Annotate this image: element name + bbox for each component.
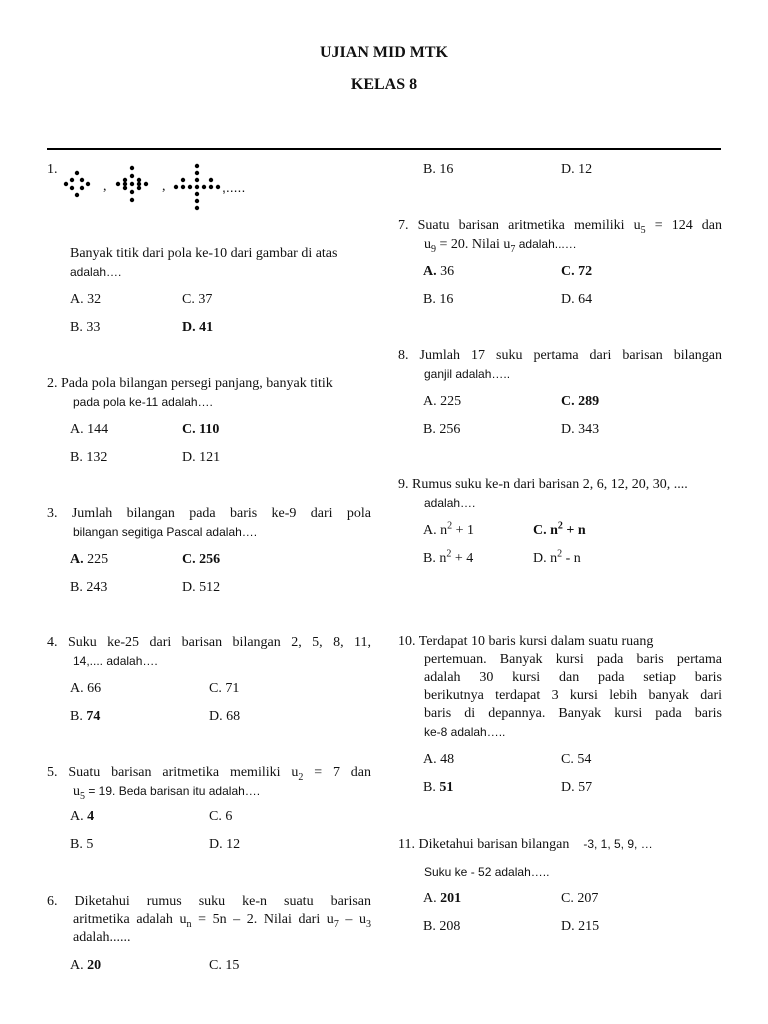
option-a-answer: A. 225: [70, 552, 109, 567]
option-b: B. 16: [423, 292, 454, 307]
option-b: B. 33: [70, 320, 101, 335]
question-text-cont: pada pola ke-11 adalah….: [73, 395, 213, 409]
question-text-cont: $u_9 = 20$. Nilai $u_7$ adalah...…: [424, 237, 577, 255]
option-d: D. 512: [182, 580, 221, 595]
question-text-cont: Suku ke - 52 adalah…..: [424, 865, 550, 879]
option-d: D. $n^2$ - n: [533, 548, 581, 566]
option-b: B. 132: [70, 450, 108, 465]
option-c: C. 71: [209, 681, 240, 696]
question-text-cont: adalah 30 kursi dan pada setiap baris: [424, 670, 722, 685]
option-c-answer: C. 72: [561, 264, 593, 279]
option-c: C. 15: [209, 958, 240, 973]
option-a: A. 225: [423, 394, 462, 409]
question-text: 6. Diketahui rumus suku ke-n suatu barisan: [47, 894, 371, 909]
option-d-answer: D. 41: [182, 320, 214, 335]
option-d: D. 57: [561, 780, 593, 795]
option-a-answer: A. 36: [423, 264, 455, 279]
option-b: B. 243: [70, 580, 108, 595]
option-a: A. 144: [70, 422, 109, 437]
option-c-answer: C. 110: [182, 422, 220, 437]
option-d: D. 68: [209, 709, 241, 724]
option-c-answer: C. $n^2 + n$: [533, 520, 586, 538]
question-text: 4. Suku ke-25 dari barisan bilangan 2, 5, 8, 11,: [47, 635, 371, 650]
option-c: C. 54: [561, 752, 592, 767]
option-b: B. 16: [423, 162, 454, 177]
option-c-answer: C. 289: [561, 394, 600, 409]
option-a: A. 48: [423, 752, 455, 767]
option-a: A. $n^2 + 1$: [423, 520, 475, 538]
question-text: 2. Pada pola bilangan persegi panjang, banyak titik: [47, 376, 333, 391]
option-d: D. 64: [561, 292, 593, 307]
question-text: 7. Suatu barisan aritmetika memiliki $u_5 = 124$ dan: [398, 218, 723, 236]
option-a: A. 66: [70, 681, 102, 696]
question-text-cont: ganjil adalah…..: [424, 367, 511, 381]
question-text-cont: baris di depannya. Banyak kursi pada baris: [424, 706, 722, 721]
option-b: B. 208: [423, 919, 461, 934]
option-c: C. 6: [209, 809, 233, 824]
dot-pattern-1: [64, 171, 90, 197]
option-b: B. $n^2 + 4$: [423, 548, 474, 566]
option-c: C. 207: [561, 891, 599, 906]
option-b: B. 256: [423, 422, 461, 437]
option-d: D. 12: [561, 162, 593, 177]
option-a-answer: A. 20: [70, 958, 102, 973]
question-text-cont: 14,.... adalah….: [73, 654, 158, 668]
question-text-cont: aritmetika adalah $u_n = 5n - 2$. Nilai dari $u_7 - u_3$: [73, 912, 372, 930]
question-text: 11. Diketahui barisan bilangan -3, 1, 5, 9, …: [398, 837, 653, 852]
option-d: D. 215: [561, 919, 600, 934]
option-d: D. 343: [561, 422, 600, 437]
option-c: C. 37: [182, 292, 213, 307]
header-divider: [47, 148, 721, 150]
page-title: UJIAN MID MTK: [320, 44, 448, 61]
page-subtitle: KELAS 8: [350, 76, 418, 93]
question-text-cont: adalah......: [73, 930, 131, 945]
pattern-separator: ,: [103, 179, 107, 194]
question-text-cont: pertemuan. Banyak kursi pada baris pertama: [424, 652, 722, 667]
option-d: D. 12: [209, 837, 241, 852]
option-b-answer: B. 51: [423, 780, 454, 795]
question-text: 8. Jumlah 17 suku pertama dari barisan bilangan: [398, 348, 722, 363]
dot-pattern-2: [116, 166, 148, 202]
dot-pattern-3: [174, 164, 220, 210]
pattern-ellipsis: ,.....: [222, 179, 246, 195]
option-a: A. 32: [70, 292, 102, 307]
pattern-separator: ,: [162, 179, 166, 194]
option-b: B. 5: [70, 837, 94, 852]
question-text-cont: adalah….: [424, 496, 476, 510]
option-c-answer: C. 256: [182, 552, 221, 567]
option-b-answer: B. 74: [70, 709, 101, 724]
question-text-cont: adalah….: [70, 265, 122, 279]
question-text-cont: $u_5 = 19$. Beda barisan itu adalah….: [73, 784, 261, 802]
question-text-cont: berikutnya terdapat 3 kursi lebih banyak dari: [424, 688, 722, 703]
option-d: D. 121: [182, 450, 221, 465]
question-text: 9. Rumus suku ke-n dari barisan 2, 6, 12, 20, 30, ....: [398, 477, 688, 492]
question-text: 3. Jumlah bilangan pada baris ke-9 dari pola: [47, 506, 371, 521]
option-a-answer: A. 4: [70, 809, 95, 824]
question-text-cont: ke-8 adalah…..: [424, 725, 506, 739]
question-text: 5. Suatu barisan aritmetika memiliki $u_2 = 7$ dan: [47, 765, 372, 783]
option-a-answer: A. 201: [423, 891, 462, 906]
question-text: Banyak titik dari pola ke-10 dari gambar di atas: [70, 246, 338, 261]
question-text-cont: bilangan segitiga Pascal adalah….: [73, 525, 258, 539]
question-text: 10. Terdapat 10 baris kursi dalam suatu ruang: [398, 634, 654, 649]
question-number: 1.: [47, 162, 58, 177]
